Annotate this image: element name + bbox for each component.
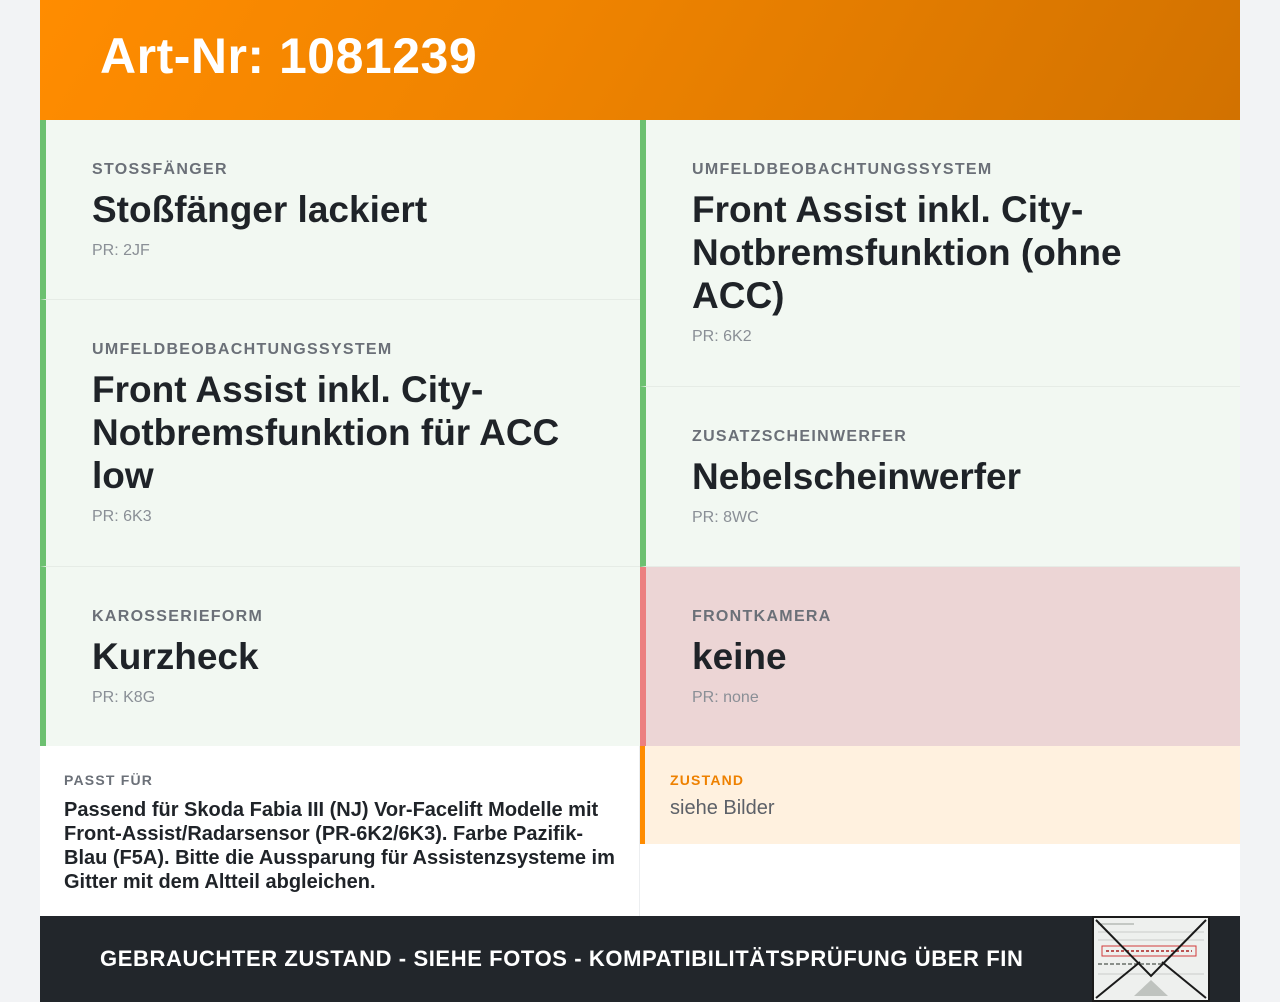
spec-card-front-assist-acc bbox=[40, 300, 640, 567]
spec-card-front-assist-no-acc bbox=[640, 120, 1240, 387]
spec-label: UMFELDBEOBACHTUNGSSYSTEM bbox=[692, 161, 993, 178]
spec-label: KAROSSERIEFORM bbox=[92, 608, 264, 625]
spec-label: STOSSFÄNGER bbox=[92, 161, 228, 178]
spec-pr-code: PR: none bbox=[692, 689, 759, 706]
spec-pr-code: PR: K8G bbox=[92, 689, 156, 706]
envelope-icon bbox=[1094, 918, 1208, 1000]
condition-section bbox=[640, 746, 1240, 844]
spec-value: keine bbox=[692, 636, 787, 677]
condition-text: siehe Bilder bbox=[670, 797, 775, 819]
fitment-label: PASST FÜR bbox=[64, 772, 154, 788]
footer-notice: GEBRAUCHTER ZUSTAND - SIEHE FOTOS - KOMPATIBILITÄTSPRÜFUNG ÜBER FIN bbox=[100, 946, 1024, 971]
spec-value: Front Assist inkl. City-Notbremsfunktion für ACC low bbox=[92, 369, 560, 496]
article-number-title: Art-Nr: 1081239 bbox=[100, 28, 478, 84]
spec-value: Front Assist inkl. City-Notbremsfunktion (ohne ACC) bbox=[692, 189, 1122, 316]
spec-value: Stoßfänger lackiert bbox=[92, 189, 428, 230]
fitment-text: Passend für Skoda Fabia III (NJ) Vor-Facelift Modelle mit Front-Assist/Radarsensor (PR-6K2/6K3). Farbe Pazifik-Blau (F5A). Bitte die Aussparung für Assistenzsysteme im Gitter mit dem Altteil abgleichen. bbox=[64, 799, 615, 893]
fitment-section bbox=[40, 746, 640, 916]
spec-label: FRONTKAMERA bbox=[692, 608, 832, 625]
spec-card-bumper bbox=[40, 120, 640, 300]
spec-card-front-camera bbox=[640, 567, 1240, 747]
spec-sheet bbox=[40, 0, 1240, 1002]
spec-card-fog-lights bbox=[640, 387, 1240, 567]
spec-value: Kurzheck bbox=[92, 636, 259, 677]
left-spec-column bbox=[40, 120, 640, 747]
header-banner bbox=[40, 0, 1240, 120]
spec-label: ZUSATZSCHEINWERFER bbox=[692, 428, 908, 445]
spec-value: Nebelscheinwerfer bbox=[692, 456, 1022, 497]
right-spec-column bbox=[640, 120, 1240, 747]
condition-label: ZUSTAND bbox=[670, 772, 745, 788]
spec-label: UMFELDBEOBACHTUNGSSYSTEM bbox=[92, 341, 393, 358]
spec-pr-code: PR: 6K3 bbox=[92, 508, 152, 525]
vehicle-document-thumbnail-icon[interactable] bbox=[1092, 916, 1210, 1002]
spec-pr-code: PR: 2JF bbox=[92, 242, 150, 259]
footer-bar bbox=[40, 916, 1240, 1002]
spec-pr-code: PR: 8WC bbox=[692, 509, 759, 526]
spec-card-body-style bbox=[40, 567, 640, 747]
spec-pr-code: PR: 6K2 bbox=[692, 328, 752, 345]
